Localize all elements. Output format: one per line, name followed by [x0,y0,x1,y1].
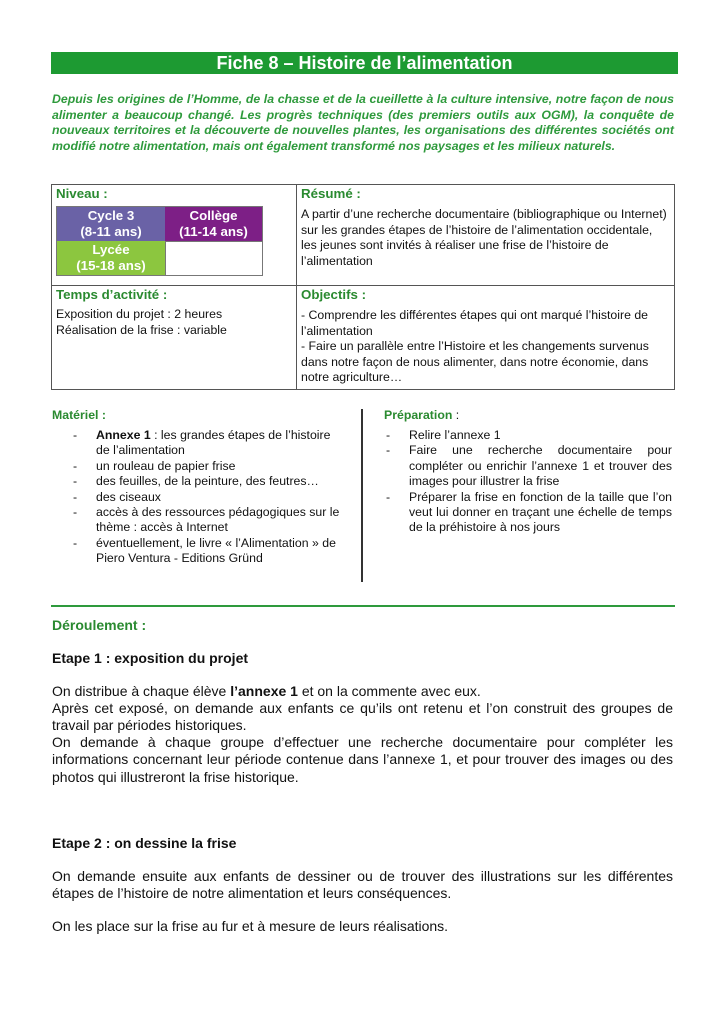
annexe-desc: : les grandes étapes de l’histoire de l’alimentation [96,428,331,458]
deroulement-heading: Déroulement : [52,617,147,633]
level-cycle3 [57,207,165,241]
objectif-1: - Comprendre les différentes étapes qui ont marqué l’histoire de l’alimentation [301,308,649,338]
level-cycle3-name: Cycle 3 [87,208,135,223]
objectifs-heading: Objectifs : [301,287,367,302]
etape1-paragraph-2: Après cet exposé, on demande aux enfants ce qu’ils ont retenu et l’on construit des groupes de travail par périodes historiques. [52,700,673,734]
level-empty-cell [165,241,262,275]
level-cycle3-ages: (8-11 ans) [80,224,142,239]
materiel-item [73,428,341,459]
level-college-name: Collège [189,208,238,223]
info-grid [51,184,675,390]
annexe-label: Annexe 1 [96,428,151,442]
temps-line-2: Réalisation de la frise : variable [56,322,227,337]
grid-divider-horizontal [52,285,674,286]
etape1-p1-before: On distribue à chaque élève [52,683,231,699]
resume-text: A partir d’une recherche documentaire (bibliographique ou Internet) sur les grandes étapes de l’histoire de l’alimentation occidentale, les jeunes sont invités à réaliser une frise de l’histoire de l’alimentation [301,207,667,268]
etape1-paragraph-3: On demande à chaque groupe d’effectuer une recherche documentaire pour compléter les informations concernant leur période contenue dans l’annexe 1, et pour trouver des images ou des photos qui illustreront la frise historique. [52,734,673,785]
page-title: Fiche 8 – Histoire de l’alimentation [51,52,678,74]
preparation-heading [384,408,459,422]
materiel-item: - accès à des ressources pédagogiques sur le thème : accès à Internet [73,505,341,536]
level-lycee-name: Lycée [92,242,130,257]
materiel-item: - un rouleau de papier frise [73,459,341,474]
preparation-list [386,428,672,536]
level-college-ages: (11-14 ans) [179,224,248,239]
column-divider [361,409,363,582]
niveau-heading: Niveau : [56,186,108,201]
temps-text [56,307,292,338]
etape1-title: Etape 1 : exposition du projet [52,650,249,666]
level-lycee [57,241,165,275]
materiel-item: - des feuilles, de la peinture, des feutres… [73,474,341,489]
materiel-heading: Matériel : [52,408,106,422]
temps-line-1: Exposition du projet : 2 heures [56,307,223,321]
preparation-item: - Relire l’annexe 1 [386,428,672,443]
grid-divider-vertical [296,185,297,389]
resume-heading: Résumé : [301,186,361,201]
materiel-list [73,428,341,567]
intro-paragraph: Depuis les origines de l’Homme, de la chasse et de la cueillette à la culture intensive, notre façon de nous alimenter a beaucoup changé. Les progrès techniques (des premiers outils aux OGM), la conquête de nouveaux territoires et la découverte de nouvelles plantes, les organisations des différentes sociétés ont modifié notre alimentation, mais ont également transformé nos paysages et les milieux naturels. [52,92,674,153]
etape2-paragraph-1: On demande ensuite aux enfants de dessiner ou de trouver des illustrations sur les différentes étapes de l’histoire de notre alimentation et leurs conséquences. [52,868,673,902]
etape1-paragraph-1 [52,683,673,700]
level-lycee-ages: (15-18 ans) [76,258,146,273]
materiel-item: - des ciseaux [73,490,341,505]
objectifs-text [301,308,669,386]
preparation-colon: : [452,408,460,422]
etape2-paragraph-2: On les place sur la frise au fur et à mesure de leurs réalisations. [52,918,449,934]
etape1-p1-bold: l’annexe 1 [230,683,298,699]
preparation-item: - Faire une recherche documentaire pour compléter ou enrichir l’annexe 1 et trouver des images pour illustrer la frise [386,443,672,489]
preparation-label: Préparation [384,408,453,422]
level-college [165,207,262,241]
section-separator [51,605,675,607]
etape2-title: Etape 2 : on dessine la frise [52,835,237,851]
temps-heading: Temps d’activité : [56,287,168,302]
level-table [56,206,263,276]
materiel-item: - éventuellement, le livre « l’Alimentation » de Piero Ventura - Editions Gründ [73,536,341,567]
preparation-item: - Préparer la frise en fonction de la taille que l’on veut lui donner en traçant une échelle de temps de la préhistoire à nos jours [386,490,672,536]
etape1-p1-after: et on la commente avec eux. [297,683,481,699]
objectif-2: - Faire un parallèle entre l’Histoire et les changements survenus dans notre façon de nous alimenter, dans notre économie, dans notre agriculture… [301,339,649,385]
